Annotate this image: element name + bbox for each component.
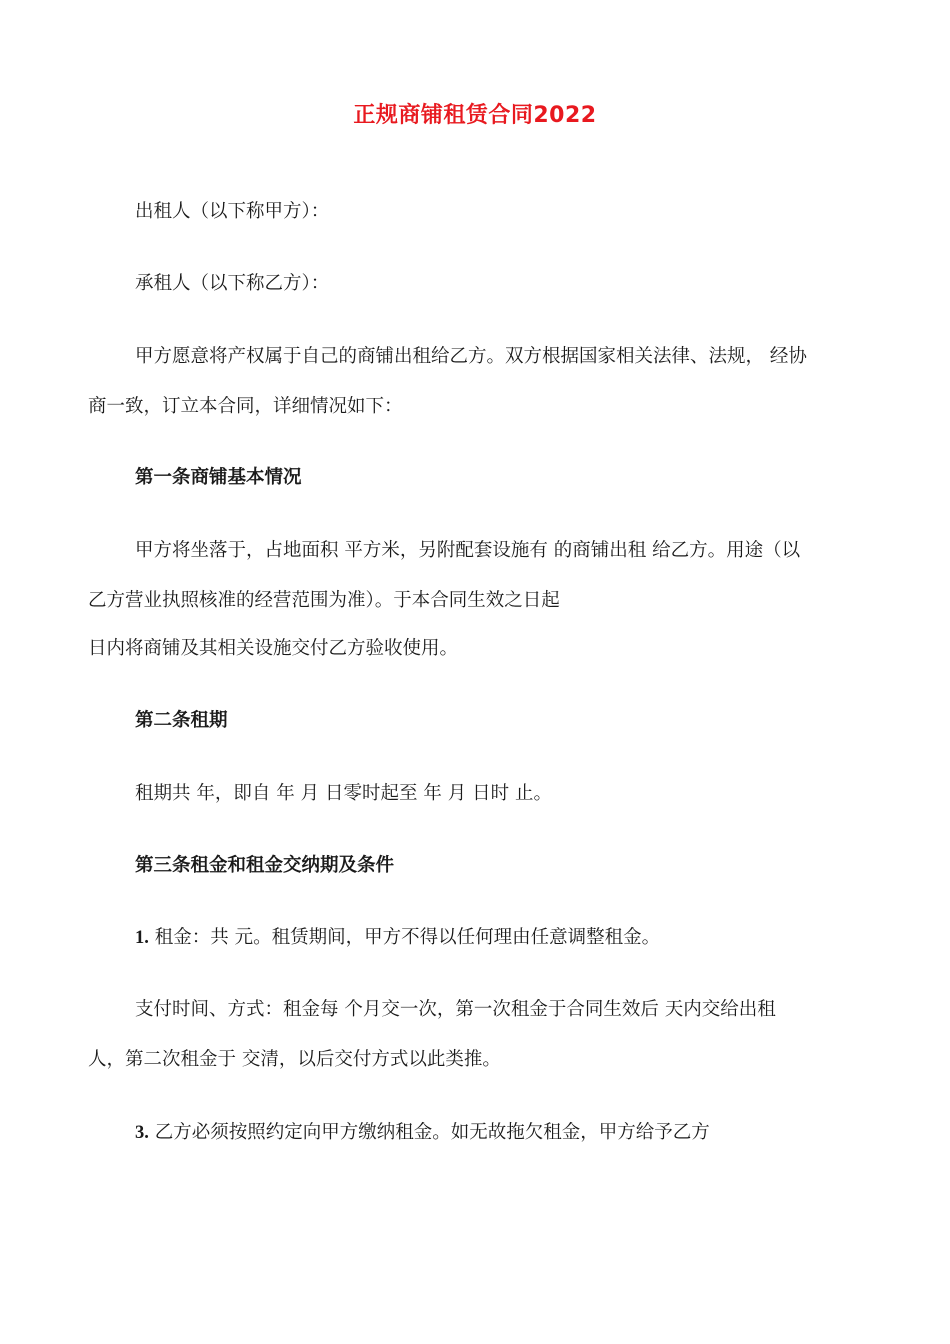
article3-item-3	[135, 1121, 710, 1145]
article1-line-1: 甲方将坐落于，占地面积 平方米，另附配套设施有 的商铺出租 给乙方。用途（以	[135, 540, 801, 561]
page-title: 正规商铺租赁合同2022	[353, 103, 597, 128]
payment-line-1: 支付时间、方式：租金每 个月交一次，第一次租金于合同生效后 天内交给出租	[135, 999, 776, 1020]
item-number: 3.	[135, 1123, 149, 1143]
article1-line-2: 乙方营业执照核准的经营范围为准）。于本合同生效之日起	[88, 590, 560, 611]
item-text: 乙方必须按照约定向甲方缴纳租金。如无故拖欠租金，甲方给予乙方	[148, 1122, 710, 1143]
article1-line-3: 日内将商铺及其相关设施交付乙方验收使用。	[88, 638, 459, 659]
intro-line-1: 甲方愿意将产权属于自己的商铺出租给乙方。双方根据国家相关法律、法规， 经协	[135, 346, 807, 367]
article3-item-1	[135, 926, 660, 950]
article1-heading: 第一条商铺基本情况	[135, 467, 302, 488]
article2-heading: 第二条租期	[135, 710, 228, 731]
item-text: 租金：共 元。租赁期间，甲方不得以任何理由任意调整租金。	[148, 927, 661, 948]
article3-heading: 第三条租金和租金交纳期及条件	[135, 855, 395, 876]
article2-line-1: 租期共 年，即自 年 月 日零时起至 年 月 日时 止。	[135, 783, 553, 804]
payment-line-2: 人，第二次租金于 交清，以后交付方式以此类推。	[88, 1049, 501, 1070]
lessor-line: 出租人（以下称甲方）：	[135, 201, 330, 222]
lessee-line: 承租人（以下称乙方）：	[135, 273, 330, 294]
item-number: 1.	[135, 928, 149, 948]
intro-line-2: 商一致，订立本合同，详细情况如下：	[88, 396, 403, 417]
